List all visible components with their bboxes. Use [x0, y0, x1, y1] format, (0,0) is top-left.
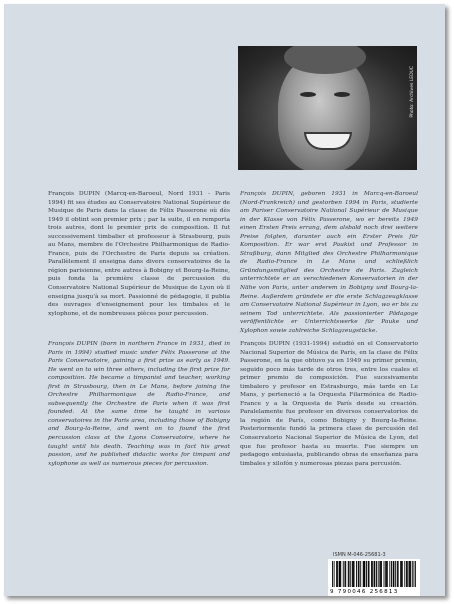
barcode-bar — [353, 561, 354, 587]
barcode-bar — [402, 561, 403, 587]
barcode-bar — [356, 561, 357, 587]
barcode-bar — [339, 561, 340, 587]
barcode-bar — [387, 561, 388, 587]
ismn-number: ISMN M-046-25681-3 — [333, 552, 386, 558]
barcode-bar — [334, 561, 335, 587]
barcode-bar — [409, 561, 410, 587]
portrait-eye-left — [300, 92, 316, 97]
barcode-bar — [400, 561, 401, 587]
barcode-bar — [349, 561, 350, 587]
portrait-photo — [238, 46, 417, 170]
barcode-bar — [350, 561, 351, 587]
barcode-bar — [376, 561, 377, 587]
barcode-bar — [404, 561, 405, 587]
barcode-bar — [398, 561, 399, 587]
barcode-bar — [360, 561, 361, 587]
barcode-bar — [395, 561, 396, 587]
barcode-bar — [381, 561, 382, 587]
portrait-eye-right — [334, 92, 350, 97]
barcode — [328, 559, 420, 596]
bio-german: François DUPIN, geboren 1931 in Marcq-en-Baroeul (Nord-Frankreich) und gestorben 1994 in Paris, studierte am Pariser Conservatoire National Supérieur de Musique in der Klasse von Félix Passerone, wo er bereits 1949 einen Ersten Preis errang, dem alsbald noch drei weitere Preise folgten, darunter auch ein Erster Preis für Komposition. Er war erst Paukist und Professor in Straßburg, dann Mitglied des Orchestre Philharmonique de Radio-France in Le Mans und schließlich Gründungsmitglied des Orchestre de Paris. Zugleich unterrichtete er an verschiedenen Konservatorien in der Nähe von Paris, unter anderem in Bobigny und Bourg-la-Reine. Außerdem gründete er die erste Schlagzeugklasse am Conservatoire National Supérieur in Lyon, wo er bis zu seinem Tod unterrichtete. Als passionierter Pädagoge veröffentlichte er Unterrichtswerke für Pauke und Xylophon sowie zahlreiche Schlagzeugstücke. — [240, 191, 418, 334]
barcode-bar — [389, 561, 390, 587]
barcode-bar — [332, 561, 333, 587]
barcode-bar — [409, 561, 410, 587]
barcode-bar — [391, 561, 392, 587]
barcode-bar — [339, 561, 340, 587]
bio-french: François DUPIN (Marcq-en-Baroeul, Nord 1931 - Paris 1994) fit ses études au Conservatoire National Supérieur de Musique de Paris dans la classe de Félix Passerone où dès 1949 il obtint son premier prix ; par la suite, il en remporta trois autres, dont le premier prix de composition. Il fut successivement timbalier et professeur à Strasbourg, puis au Mans, membre de l'Orchestre Philharmonique de Radio-France, puis de l'Orchestre de Paris depuis sa création. Parallèlement il enseigna dans divers conservatoires de la région parisienne, entre autres à Bobigny et Bourg-la-Reine, puis fonda la première classe de percussion du Conservatoire National Supérieur de Musique de Lyon où il enseigna jusqu'à sa mort. Passionné de pédagogie, il publia des ouvrages d'enseignement pour les timbales et le xylophone, et de nombreuses pièces pour percussion. — [48, 191, 230, 317]
barcode-bar — [379, 561, 380, 587]
barcode-bar — [363, 561, 364, 587]
barcode-bar — [410, 561, 411, 587]
barcode-bar — [386, 561, 387, 587]
barcode-bar — [380, 561, 381, 587]
photo-credit: Photo: Archives LEDUC — [410, 66, 415, 118]
barcode-bar — [348, 561, 349, 587]
barcode-bar — [393, 561, 394, 587]
barcode-bar — [354, 561, 355, 587]
barcode-bar — [401, 561, 402, 587]
barcode-bar — [364, 561, 365, 587]
back-cover — [4, 4, 445, 596]
bio-english: François DUPIN (born in northern France in 1931, died in Paris in 1994) studied music under Félix Passerone at the Paris Conservatoire, gaining a first prize as early as 1949. He went on to win three others, including the first prize for composition. He became a timpanist and teacher, working first in Strasbourg, then in Le Mans, before joining the Orchestre Philharmonique de Radio-France, and subsequently the Orchestre de Paris when it was first founded. At the same time he taught in various conservatoires in the Paris area, including those of Bobigny and Bourg-la-Reine, and went on to found the first percussion class at the Lyons Conservatoire, where he taught until his death. Teaching was in fact his great passion, and he published didactic works for timpani and xylophone as well as numerous pieces for percussion. — [48, 341, 230, 467]
barcode-bar — [343, 561, 344, 587]
barcode-bar — [374, 561, 375, 587]
barcode-bar — [394, 561, 395, 587]
barcode-digits: 9 790046 256813 — [330, 589, 399, 595]
barcode-bar — [384, 561, 385, 587]
barcode-bar — [407, 561, 408, 587]
barcode-bar — [406, 561, 407, 587]
barcode-bar — [378, 561, 379, 587]
barcode-bar — [415, 561, 416, 587]
barcode-bar — [366, 561, 367, 587]
barcode-bar — [369, 561, 370, 587]
barcode-bar — [368, 561, 369, 587]
barcode-bar — [344, 561, 345, 587]
barcode-bars — [332, 561, 416, 587]
barcode-bar — [371, 561, 372, 587]
barcode-bar — [337, 561, 338, 587]
barcode-bar — [385, 561, 386, 587]
barcode-bar — [364, 561, 365, 587]
barcode-bar — [352, 561, 353, 587]
barcode-bar — [358, 561, 359, 587]
barcode-bar — [345, 561, 346, 587]
barcode-bar — [336, 561, 337, 587]
barcode-bar — [412, 561, 413, 587]
barcode-bar — [372, 561, 373, 587]
bio-spanish: François DUPIN (1931-1994) estudió en el Conservatorio Nacional Superior de Música de París, en la clase de Félix Passerone, en la que obtuvo ya en 1949 su primer premio, seguido poco más tarde de otros tres, entre los cuales el primer premio de composición. Fue sucesivamente timbalero y profesor en Estrasburgo, más tarde en Le Mans, y perteneció a la Orquesta Filarmónica de Radio-France y a la Orquesta de París desde su creación. Paralelamente fue profesor en diversos conservatorios de la región de París, como Bobigny y Bourg-la-Reine. Posteriormente fundó la primera clase de percusión del Conservatorio Nacional Superior de Música de Lyon, del que fue profesor hasta su muerte. Fue siempre un pedagogo entusiasta, publicando obras de enseñanza para timbales y xilofón y numerosas piezas para percusión. — [240, 341, 418, 467]
barcode-bar — [359, 561, 360, 587]
barcode-bar — [340, 561, 341, 587]
barcode-bar — [397, 561, 398, 587]
barcode-bar — [414, 561, 415, 587]
barcode-bar — [374, 561, 375, 587]
